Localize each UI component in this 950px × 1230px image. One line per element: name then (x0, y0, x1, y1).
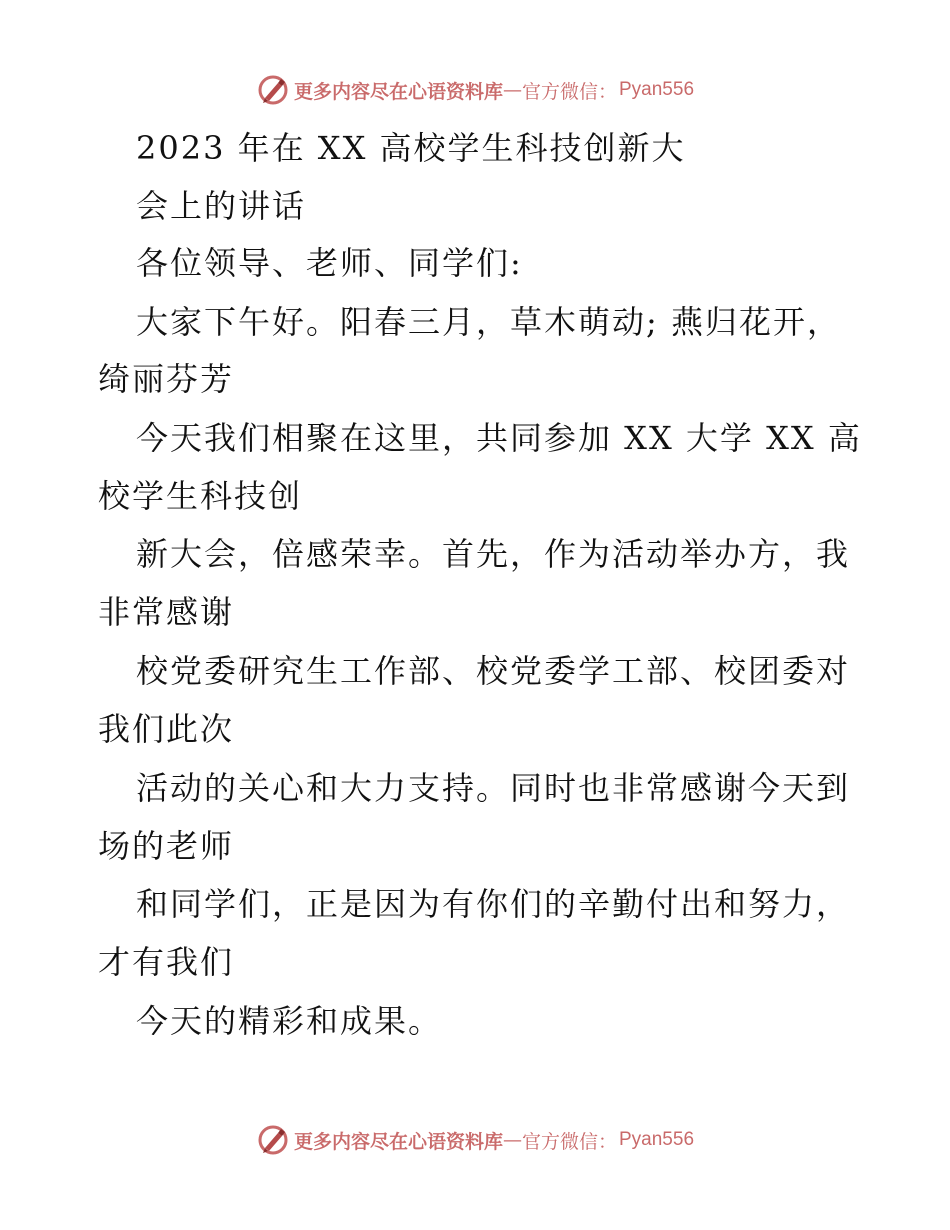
text-line: 场的老师 (98, 827, 235, 865)
text-line: 今天我们相聚在这里，共同参加 XX 大学 XX 高 (136, 419, 862, 457)
watermark-text: 更多内容尽在心语资料库 (293, 1130, 503, 1153)
text-line: 校学生科技创 (98, 477, 303, 515)
text-line: 我们此次 (98, 710, 235, 748)
watermark-wechat-label: 官方微信： (521, 1130, 617, 1153)
watermark-wechat-label: 官方微信： (521, 80, 617, 103)
pen-logo-icon (256, 1123, 290, 1157)
text-line: 今天的精彩和成果。 (136, 1002, 443, 1040)
watermark-wechat-id: Pyan556 (619, 1129, 695, 1150)
text-line: 才有我们 (98, 943, 235, 981)
watermark-separator: — (502, 79, 522, 101)
header-watermark (0, 70, 950, 110)
watermark-separator: — (502, 1129, 522, 1151)
pen-logo-icon (256, 73, 290, 107)
title-line-2: 会上的讲话 (136, 187, 307, 225)
text-line: 活动的关心和大力支持。同时也非常感谢今天到 (136, 769, 851, 807)
greeting-line: 各位领导、老师、同学们: (136, 244, 523, 282)
watermark-wechat-id: Pyan556 (619, 79, 695, 100)
watermark-text: 更多内容尽在心语资料库 (293, 80, 503, 103)
text-line: 非常感谢 (98, 593, 235, 631)
text-line: 校党委研究生工作部、校党委学工部、校团委对 (136, 652, 851, 690)
text-line: 绮丽芬芳 (98, 360, 235, 398)
footer-watermark (0, 1120, 950, 1160)
title-line-1: 2023 年在 XX 高校学生科技创新大 (136, 129, 686, 167)
text-line: 新大会，倍感荣幸。首先，作为活动举办方，我 (136, 535, 851, 573)
text-line: 大家下午好。阳春三月，草木萌动; 燕归花开， (136, 303, 841, 341)
text-line: 和同学们，正是因为有你们的辛勤付出和努力， (136, 885, 851, 923)
